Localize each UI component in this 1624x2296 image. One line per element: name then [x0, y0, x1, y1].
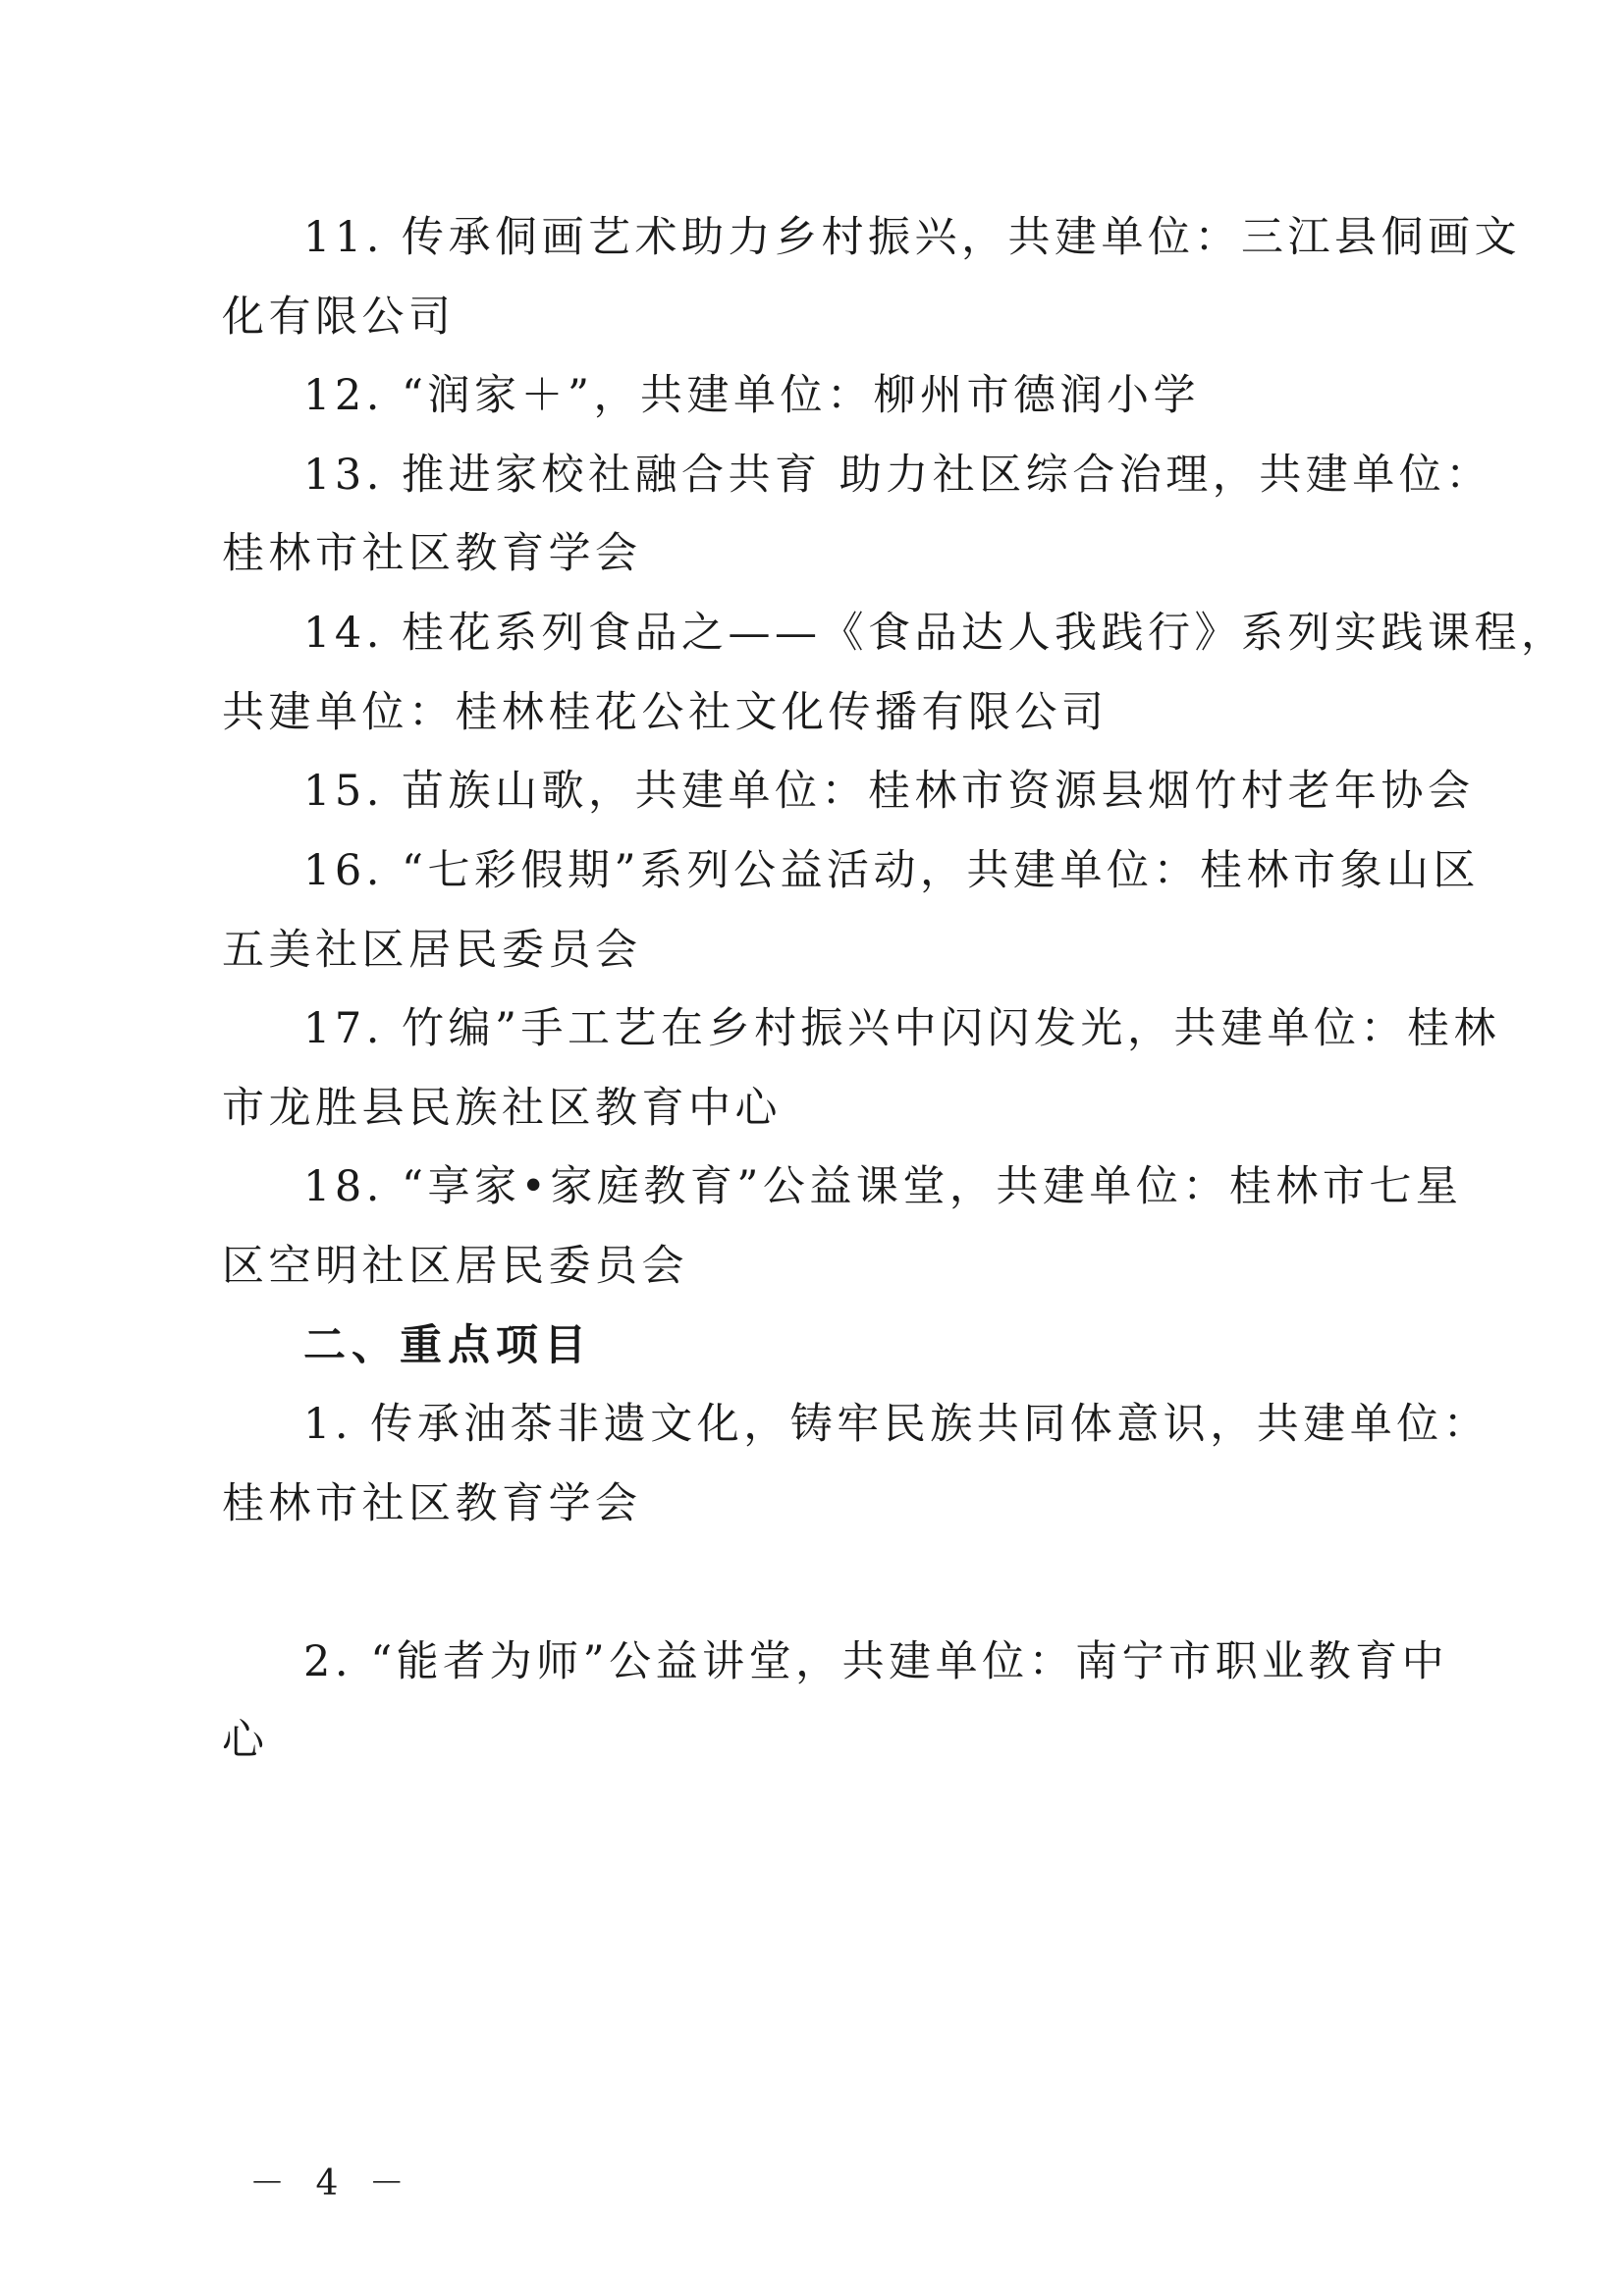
item-16-line-2: 五美社区居民委员会 — [222, 926, 642, 975]
item-17-line-2: 市龙胜县民族社区教育中心 — [222, 1084, 782, 1133]
key-item-1-line-1: 1. 传承油茶非遗文化，铸牢民族共同体意识，共建单位： — [303, 1400, 1490, 1449]
item-14-line-2: 共建单位：桂林桂花公社文化传播有限公司 — [222, 688, 1109, 737]
item-15-line-1: 15. 苗族山歌，共建单位：桂林市资源县烟竹村老年协会 — [303, 767, 1475, 816]
item-13-line-1: 13. 推进家校社融合共育 助力社区综合治理，共建单位： — [303, 451, 1492, 500]
item-17-line-1: 17. 竹编”手工艺在乡村振兴中闪闪发光，共建单位：桂林 — [303, 1004, 1501, 1053]
section-heading: 二、重点项目 — [303, 1321, 592, 1370]
key-item-2-line-2: 心 — [222, 1716, 269, 1765]
key-item-1-line-2: 桂林市社区教育学会 — [222, 1479, 642, 1528]
item-18-line-1: 18. “享家•家庭教育”公益课堂，共建单位：桂林市七星 — [303, 1162, 1463, 1211]
page-number: － 4 － — [249, 2163, 414, 2204]
item-18-line-2: 区空明社区居民委员会 — [222, 1242, 688, 1291]
item-14-line-1: 14. 桂花系列食品之——《食品达人我践行》系列实践课程， — [303, 609, 1568, 658]
item-16-line-1: 16. “七彩假期”系列公益活动，共建单位：桂林市象山区 — [303, 846, 1481, 895]
item-11-line-1: 11. 传承侗画艺术助力乡村振兴，共建单位：三江县侗画文 — [303, 213, 1522, 262]
item-11-line-2: 化有限公司 — [222, 293, 456, 342]
item-12-line-1: 12. “润家＋”，共建单位：柳州市德润小学 — [303, 371, 1201, 420]
item-13-line-2: 桂林市社区教育学会 — [222, 529, 642, 578]
key-item-2-line-1: 2. “能者为师”公益讲堂，共建单位：南宁市职业教育中 — [303, 1637, 1449, 1686]
